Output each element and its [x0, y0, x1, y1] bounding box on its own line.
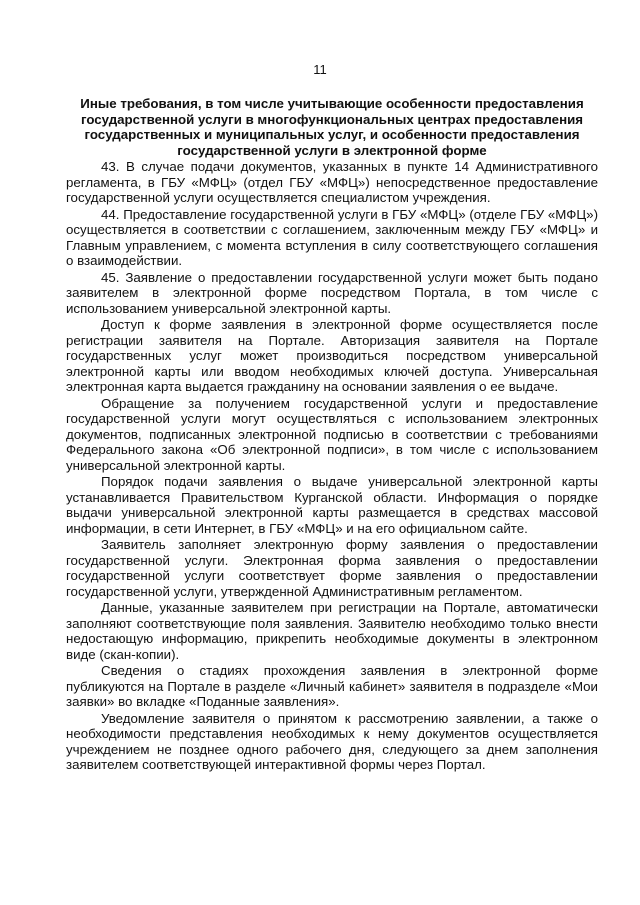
paragraph-autofill-data: Данные, указанные заявителем при регистрации на Портале, автоматически заполняют соответствующие поля заявления. Заявителю необходимо только внести недостающую информацию, прикрепить необходимые документы в электронном виде (скан-копии). — [66, 600, 598, 662]
paragraph-electronic-documents: Обращение за получением государственной услуги и предоставление государственной услуги могут осуществляться с использованием электронных документов, подписанных электронной подписью в соответствии с требованиями Федерального закона «Об электронной подписи», в том числе с использованием универсальной электронной карты. — [66, 395, 598, 473]
paragraph-43: 43. В случае подачи документов, указанных в пункте 14 Административного регламента, в ГБУ «МФЦ» (отдел ГБУ «МФЦ») непосредственное предоставление государственной услуги осуществляется специалистом учреждения. — [66, 159, 598, 205]
paragraph-status-info: Сведения о стадиях прохождения заявления в электронной форме публикуются на Портале в разделе «Личный кабинет» заявителя в подразделе «Мои заявки» во вкладке «Поданные заявления». — [66, 663, 598, 709]
paragraph-notification: Уведомление заявителя о принятом к рассмотрению заявлении, а также о необходимости представления необходимых к нему документов осуществляется учреждением не позднее одного рабочего дня, следующего за днем заполнения заявителем соответствующей интерактивной формы через Портал. — [66, 710, 598, 772]
paragraph-45: 45. Заявление о предоставлении государственной услуги может быть подано заявителем в электронной форме посредством Портала, в том числе с использованием универсальной электронной карты. — [66, 269, 598, 316]
document-body — [66, 96, 598, 774]
paragraph-44: 44. Предоставление государственной услуги в ГБУ «МФЦ» (отделе ГБУ «МФЦ») осуществляется в соответствии с соглашением, заключенным между ГБУ «МФЦ» и Главным управлением, с момента вступления в силу соответствующего соглашения о взаимодействии. — [66, 206, 598, 268]
paragraph-card-issuance: Порядок подачи заявления о выдаче универсальной электронной карты устанавливается Правительством Курганской области. Информация о порядке выдачи универсальной электронной карты размещается в средствах массовой информации, в сети Интернет, в ГБУ «МФЦ» и на его официальном сайте. — [66, 474, 598, 536]
page-number: 11 — [313, 62, 327, 77]
paragraph-access-form: Доступ к форме заявления в электронной форме осуществляется после регистрации заявителя на Портале. Авторизация заявителя на Портале государственных услуг может производиться посредством универсальной электронной карты или вводом необходимых ключей доступа. Универсальная электронная карта выдается гражданину на основании заявления о ее выдаче. — [66, 317, 598, 394]
paragraph-applicant-fills-form: Заявитель заполняет электронную форму заявления о предоставлении государственной услуги. Электронная форма заявления о предоставлении государственной услуги соответствует форме заявления о предоставлении государственной услуги, утвержденной Административным регламентом. — [66, 537, 598, 599]
section-heading: Иные требования, в том числе учитывающие особенности предоставления государственной услуги в многофункциональных центрах предоставления государственных и муниципальных услуг, и особенности предоставления государственной услуги в электронной форме — [80, 96, 584, 158]
